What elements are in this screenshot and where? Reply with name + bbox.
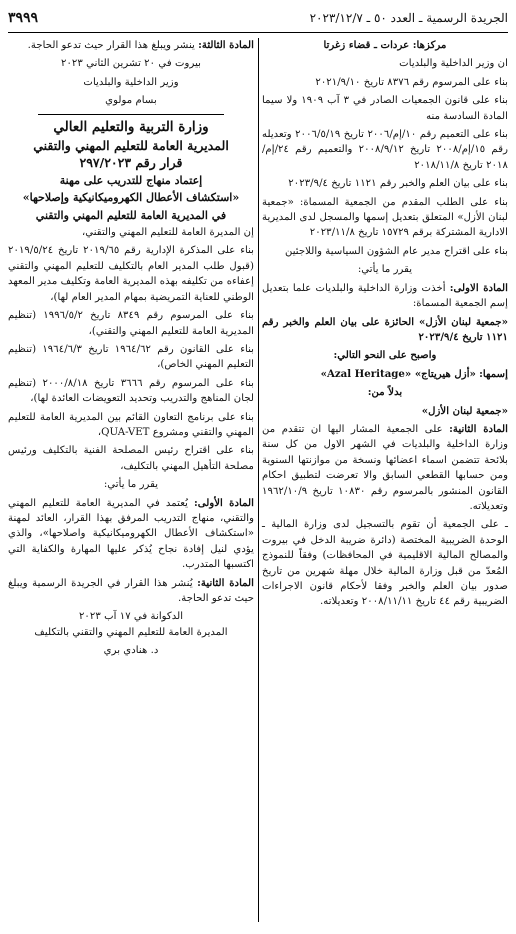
directorate-title: المديرية العامة للتعليم المهني والتقني — [33, 138, 229, 154]
paragraph: بناء على اقتراح مدير عام الشؤون السياسية واللاجئين — [284, 245, 508, 257]
page-number: ٣٩٩٩ — [8, 10, 39, 26]
signer-name: د. هنادي بري — [103, 645, 159, 657]
place-date: بيروت في ٢٠ تشرين الثاني ٢٠٢٣ — [60, 58, 202, 70]
article-text: ينشر ويبلغ هذا القرار حيث تدعو الحاجة. — [27, 40, 195, 51]
issue-line: الجريدة الرسمية ـ العدد ٥٠ ـ ٢٠٢٣/١٢/٧ — [309, 11, 508, 25]
name-label: إسمها: — [479, 367, 508, 380]
article-1 — [8, 496, 254, 573]
left-column — [8, 38, 254, 662]
instead-label: بدلاً من: — [367, 386, 403, 399]
paragraph: بناء على المذكرة الإدارية رقم ٢٠١٩/٦٥ تاريخ ٢٠١٩/٥/٢٤ (قبول طلب المدير العام بالتكليف للتعليم المهني والتقني إعفاءه من تكليفه بهذه المديرية العامة وتكليف مدير المعهد الوطني للعناية التمريضية بمهام المدير العام لها)، — [8, 245, 254, 303]
article-label: المادة الثانية: — [197, 576, 254, 589]
article-label: المادة الثالثة: — [198, 39, 254, 51]
new-form-heading: واصبح على النحو التالي: — [333, 349, 437, 362]
article-3 — [8, 38, 254, 53]
article-label: المادة الثانية: — [449, 422, 508, 435]
ministry-title: وزارة التربية والتعليم العالي — [53, 118, 209, 135]
article-text: يُنشر هذا القرار في الجريدة الرسمية ويبلغ حيث تدعو الحاجة. — [8, 577, 254, 604]
article-text: يُعتمد في المديرية العامة للتعليم المهني والتقني، منهاج التدريب المرفق بهذا القرار، العائد لمهنة «استكشاف الأعطال الكهروميكانيكية واصلاحها»، والذي يؤدي لنيل إفادة نجاح يُذكر عليها المهارة والكفاية التي اكتسبها المتدرب. — [8, 497, 254, 571]
decision-number: قرار رقم ٢٩٧/٢٠٢٣ — [79, 155, 183, 171]
association-location: مركزها: عردات ـ قضاء زغرتا — [323, 39, 447, 51]
place-date: الدكوانة في ١٧ آب ٢٠٢٣ — [78, 611, 184, 623]
paragraph: بناء على التعميم رقم ١٠/إم/٢٠٠٦ تاريخ ٢٠٠٦/٥/١٩ وتعديله رقم ١٥/إم/٢٠٠٨ تاريخ ٢٠٠٨/٩/١٢ والتعميم رقم ٢٤/إم/٢٠١٨ تاريخ ٢٠١٨/١١/٨ — [262, 129, 509, 171]
paragraph: ان وزير الداخلية والبلديات — [399, 58, 508, 70]
decides-heading: يقرر ما يأتي: — [103, 479, 159, 491]
decision-subject: «استكشاف الأعطال الكهروميكانيكية وإصلاحها» — [22, 191, 240, 205]
previous-name: «جمعية لبنان الأزل» — [421, 404, 508, 417]
article-text: على الجمعية المشار اليها ان تتقدم من وزارة الداخلية والبلديات في الشهر الاول من كل سنة بلائحة تتضمن اسماء اعضائها ونسخة من موازنتها السنوية ومن حسابها القطعي السابق والا تعرضت لتطبيق احكام القانون المنشور بالمرسوم رقم ١٠٨٣٠ تاريخ ١٩٦٢/١٠/٩ وتعديلاته. — [262, 423, 509, 512]
paragraph: بناء على بيان العلم والخبر رقم ١١٢١ تاريخ ٢٠٢٣/٩/٤ — [288, 178, 508, 190]
paragraph: بناء على برنامج التعاون القائم بين المديرية العامة للتعليم المهني والتقني ومشروع QUA-VET، — [8, 411, 254, 438]
paragraph: بناء على الطلب المقدم من الجمعية المسماة: «جمعية لبنان الأزل» المتعلق بتعديل إسمها والمسجل لدى المديرية الادارية المشتركة برقم ١٥٧٢٩ تاريخ ٢٠٢٣/١١/٨ — [262, 196, 508, 239]
article-label: المادة الاولى: — [449, 281, 508, 294]
new-name-line — [262, 367, 508, 382]
paragraph: إن المديرة العامة للتعليم المهني والتقني، — [81, 227, 254, 239]
decision-subject: إعتماد منهاج للتدريب على مهنة — [59, 173, 203, 187]
article-label: المادة الأولى: — [193, 496, 254, 509]
old-name-line: «جمعية لبنان الأزل» الحائزة على بيان العلم والخبر رقم ١١٢١ تاريخ ٢٠٢٣/٩/٤ — [262, 315, 508, 343]
name-value: «أزل هيريتاج» «Azal Heritage» — [320, 367, 476, 380]
decision-subject: في المديرية العامة للتعليم المهني والتقني — [35, 208, 227, 222]
signer-title: وزير الداخلية والبلديات — [83, 76, 179, 88]
article-2-tax: ـ على الجمعية أن تقوم بالتسجيل لدى وزارة المالية ـ الوحدة الضريبية المختصة (دائرة ضريبة الدخل في بيروت والمصالح المالية الاقليمية في المحافظات) وفقاً للنموذج المُعدّ من قبل وزارة المالية خلال مهلة شهرين من تاريخ صدور بيان العلم والخبر وفقا لأحكام قانون الاجراءات الضريبية رقم ٤٤ تاريخ ٢٠٠٨/١١/١١ وتعديلاته. — [262, 519, 508, 608]
article-2 — [8, 576, 254, 607]
paragraph: بناء على المرسوم رقم ٣٦٦٦ تاريخ ٢٠٠٠/٨/١٨ (تنظيم لجان المناهج والتدريب وتحديد التعويضات العائدة لها)، — [8, 377, 254, 405]
column-divider — [258, 38, 259, 922]
decides-heading: يقرر ما يأتي: — [357, 264, 413, 276]
page-header — [8, 8, 508, 33]
paragraph: بناء على القانون رقم ١٩٦٤/٦٢ تاريخ ١٩٦٤/٦/٣ (تنظيم التعليم المهني الخاص)، — [8, 343, 254, 371]
article-1 — [262, 281, 508, 312]
article-text: أخذت وزارة الداخلية والبلديات علما بتعديل إسم الجمعية المسماة: — [262, 282, 508, 310]
section-separator — [38, 114, 224, 115]
signer-title: المديرة العامة للتعليم المهني والتقني بالتكليف — [34, 626, 228, 638]
paragraph: بناء على المرسوم رقم ٨٣٧٦ تاريخ ٢٠٢١/٩/١٠ — [315, 76, 508, 88]
paragraph: بناء على قانون الجمعيات الصادر في ٣ آب ١٩٠٩ ولا سيما المادة السادسة منه — [262, 95, 509, 122]
paragraph: بناء على المرسوم رقم ٨٣٤٩ تاريخ ١٩٩٦/٥/٢ (تنظيم المديرية العامة للتعليم المهني والتقني)، — [8, 310, 254, 337]
right-column — [262, 38, 508, 613]
paragraph: بناء على اقتراح رئيس المصلحة الفنية بالتكليف ورئيس مصلحة التأهيل المهني بالتكليف، — [8, 445, 254, 472]
signer-name: بسام مولوي — [105, 95, 157, 107]
article-2 — [262, 422, 508, 514]
